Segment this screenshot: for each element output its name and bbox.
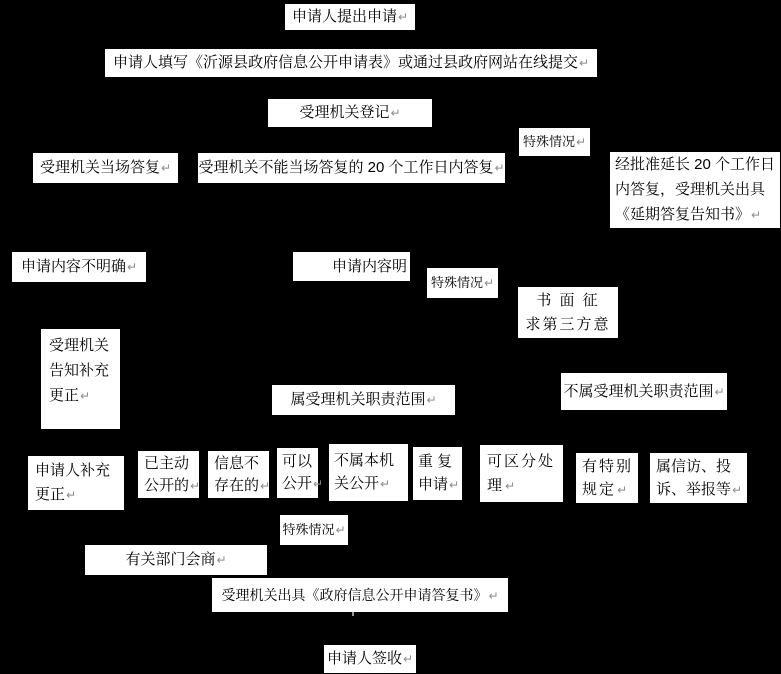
- flow-node-label: 书 面 征: [536, 291, 600, 309]
- flow-node-label: 有关部门会商: [125, 551, 216, 568]
- flow-node-label: 申请人补充: [35, 462, 111, 479]
- flow-node-label: 属信访、投: [656, 457, 732, 475]
- flow-node-not-this-organ: [329, 444, 408, 501]
- paragraph-mark-icon: ↵: [313, 477, 324, 491]
- flow-node-label: 不属受理机关职责范围: [563, 382, 714, 400]
- paragraph-mark-icon: ↵: [617, 482, 628, 497]
- paragraph-mark-icon: ↵: [66, 488, 77, 502]
- flow-node-label: 存在的: [214, 476, 260, 494]
- flow-node-label: 公开: [282, 475, 313, 492]
- flow-node-label: 受理机关不能当场答复的 20 个工作日内答复: [198, 159, 494, 176]
- paragraph-mark-icon: ↵: [402, 652, 414, 666]
- paragraph-mark-icon: ↵: [216, 553, 227, 567]
- flow-node-label: 求第三方意: [525, 315, 611, 333]
- flow-node-label: 属受理机关职责范围: [290, 391, 426, 408]
- paragraph-mark-icon: ↵: [714, 384, 725, 399]
- flow-node-reply-in-20-days: [198, 153, 505, 183]
- paragraph-mark-icon: ↵: [494, 161, 505, 175]
- flow-node-fill-form: [105, 49, 597, 77]
- flow-node-sign-receive: [324, 645, 416, 673]
- paragraph-mark-icon: ↵: [190, 478, 201, 493]
- flow-node-special-case-3: [280, 515, 348, 545]
- flow-node-in-duty-scope: [272, 385, 455, 415]
- flow-node-label: 申请内容明: [331, 257, 407, 275]
- paragraph-mark-icon: ↵: [575, 135, 587, 149]
- paragraph-mark-icon: ↵: [335, 523, 346, 537]
- flow-node-special-rules: [576, 453, 638, 503]
- flow-node-special-case-1: [519, 128, 590, 156]
- flow-node-label: 经批准延长 20 个工作日: [615, 156, 776, 173]
- flow-node-out-duty-scope: [561, 373, 727, 410]
- flow-node-dept-consult: [85, 545, 267, 575]
- flow-node-label: 申请: [418, 476, 449, 493]
- flow-node-onspot-reply: [33, 153, 178, 183]
- flow-node-label: 有特别: [582, 457, 634, 475]
- flow-node-label: 特殊情况: [430, 275, 483, 290]
- flow-node-info-not-exist: [208, 451, 269, 498]
- flow-node-label: 受理机关当场答复: [39, 159, 160, 176]
- flow-node-label: 《延期答复告知书》: [615, 206, 751, 223]
- flow-node-label: 申请内容不明确: [20, 258, 126, 275]
- paragraph-mark-icon: ↵: [426, 393, 437, 407]
- flow-node-label: 已主动: [144, 454, 190, 472]
- paragraph-mark-icon: ↵: [380, 477, 391, 491]
- flow-node-content-unclear: [12, 252, 146, 282]
- flow-node-differentiated: [480, 445, 563, 502]
- flow-node-label: 可以: [282, 453, 313, 470]
- paragraph-mark-icon: ↵: [488, 588, 499, 603]
- flow-node-repeated-application: [413, 447, 462, 500]
- paragraph-mark-icon: ↵: [397, 10, 409, 24]
- paragraph-mark-icon: ↵: [126, 260, 138, 274]
- flow-node-label: 信息不: [214, 454, 260, 472]
- paragraph-mark-icon: ↵: [260, 478, 271, 493]
- flow-node-label: 诉、举报等: [656, 480, 732, 498]
- paragraph-mark-icon: ↵: [160, 161, 172, 175]
- flow-node-notify-supplement: [41, 329, 120, 429]
- flow-node-extended-reply: [610, 152, 780, 228]
- flow-node-label: 公开的: [144, 476, 190, 494]
- flow-node-submit-application: [285, 4, 415, 30]
- paragraph-mark-icon: ↵: [505, 478, 516, 493]
- flow-node-label: 规定: [582, 480, 617, 498]
- paragraph-mark-icon: ↵: [732, 482, 743, 497]
- paragraph-mark-icon: ↵: [449, 478, 460, 492]
- paragraph-mark-icon: ↵: [578, 56, 590, 70]
- flow-node-reply-document: [212, 578, 508, 612]
- paragraph-mark-icon: ↵: [483, 276, 495, 290]
- flow-node-label: 不属本机: [334, 452, 395, 469]
- paragraph-mark-icon: ↵: [80, 389, 91, 403]
- flow-node-label: 申请人签收: [326, 650, 402, 667]
- flow-node-petition-complaint: [650, 453, 747, 503]
- flow-node-label: 申请人填写《沂源县政府信息公开申请表》或通过县政府网站在线提交: [112, 54, 578, 71]
- flow-node-special-case-2: [427, 268, 498, 298]
- flow-node-applicant-supplement: [28, 456, 124, 510]
- flow-node-label: 可区分处: [487, 452, 556, 470]
- flow-node-content-clear: [293, 252, 410, 281]
- flow-node-label: 告知补充: [49, 362, 110, 379]
- flow-node-label: 关公开: [334, 475, 380, 492]
- flow-node-already-public: [138, 451, 199, 498]
- paragraph-mark-icon: ↵: [751, 208, 762, 222]
- flow-node-label: 理: [487, 476, 505, 494]
- flow-node-third-party-opinion: [518, 287, 618, 338]
- flow-node-label: 受理机关出具《政府信息公开申请答复书》: [221, 586, 488, 603]
- flow-node-label: 更正: [49, 387, 80, 404]
- flow-node-can-be-public: [277, 448, 324, 498]
- flow-node-label: 特殊情况: [522, 134, 575, 149]
- flow-node-label: 受理机关: [49, 337, 110, 354]
- flow-node-label: 特殊情况: [282, 522, 335, 537]
- flow-node-label: 内答复，受理机关出具: [615, 181, 766, 198]
- flow-node-label: 申请人提出申请: [291, 8, 397, 25]
- paragraph-mark-icon: ↵: [390, 106, 401, 120]
- flow-node-label: 更正: [35, 486, 66, 503]
- flow-node-organ-register: [268, 99, 432, 127]
- flow-node-label: 受理机关登记: [299, 104, 390, 121]
- flow-node-label: 重 复: [418, 453, 453, 470]
